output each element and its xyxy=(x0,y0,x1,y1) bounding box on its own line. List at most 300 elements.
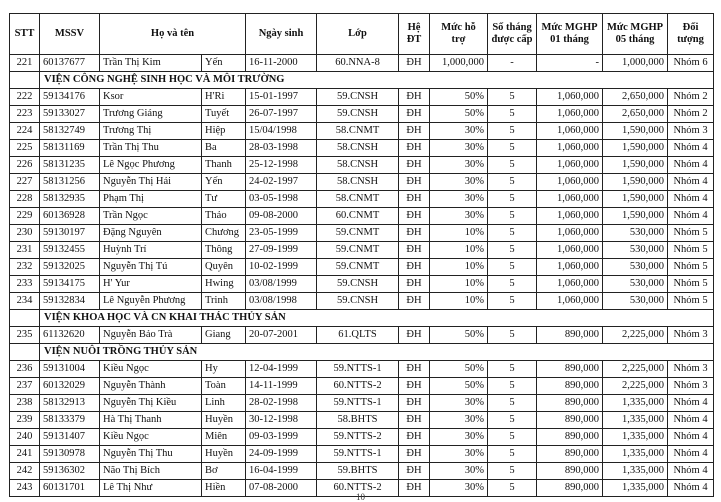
cell-dob: 03/08/1999 xyxy=(246,276,317,293)
cell-months: 5 xyxy=(488,446,537,463)
cell-mssv: 59133027 xyxy=(40,106,100,123)
cell-dob: 24-02-1997 xyxy=(246,174,317,191)
cell-given-name: Thảo xyxy=(202,208,246,225)
cell-stt: 240 xyxy=(10,429,40,446)
cell-mghp-5: 1,335,000 xyxy=(603,480,668,497)
header-stt: STT xyxy=(10,14,40,55)
cell-surname: Trần Thị Kim xyxy=(100,55,202,72)
cell-stt: 223 xyxy=(10,106,40,123)
cell-mghp-1: 1,060,000 xyxy=(537,140,603,157)
cell-months: - xyxy=(488,55,537,72)
cell-surname: H' Yur xyxy=(100,276,202,293)
section-spacer xyxy=(10,344,40,361)
cell-surname: Đặng Nguyên xyxy=(100,225,202,242)
cell-dob: 09-08-2000 xyxy=(246,208,317,225)
header-class: Lớp xyxy=(317,14,399,55)
cell-months: 5 xyxy=(488,157,537,174)
cell-class: 59.CNMT xyxy=(317,225,399,242)
cell-class: 59.CNSH xyxy=(317,89,399,106)
cell-stt: 227 xyxy=(10,174,40,191)
cell-program: ĐH xyxy=(399,327,430,344)
cell-surname: Ksor xyxy=(100,89,202,106)
table-row xyxy=(10,106,714,123)
cell-group: Nhóm 5 xyxy=(668,276,714,293)
cell-given-name: Yến xyxy=(202,55,246,72)
cell-mghp-5: 1,590,000 xyxy=(603,174,668,191)
cell-support: 10% xyxy=(430,225,488,242)
cell-support: 10% xyxy=(430,242,488,259)
cell-dob: 25-12-1998 xyxy=(246,157,317,174)
table-row xyxy=(10,395,714,412)
cell-dob: 23-05-1999 xyxy=(246,225,317,242)
cell-program: ĐH xyxy=(399,55,430,72)
section-header-row xyxy=(10,344,714,361)
table-row xyxy=(10,259,714,276)
cell-mssv: 58132935 xyxy=(40,191,100,208)
cell-mssv: 59130197 xyxy=(40,225,100,242)
table-row xyxy=(10,361,714,378)
cell-program: ĐH xyxy=(399,123,430,140)
cell-surname: Nguyễn Thị Thu xyxy=(100,446,202,463)
cell-mghp-5: 1,335,000 xyxy=(603,446,668,463)
cell-mghp-1: 1,060,000 xyxy=(537,276,603,293)
cell-stt: 238 xyxy=(10,395,40,412)
cell-stt: 225 xyxy=(10,140,40,157)
cell-months: 5 xyxy=(488,106,537,123)
cell-given-name: Tư xyxy=(202,191,246,208)
cell-support: 50% xyxy=(430,106,488,123)
cell-class: 59.NTTS-1 xyxy=(317,361,399,378)
header-mghp-1: Mức MGHP 01 tháng xyxy=(537,14,603,55)
cell-dob: 03-05-1998 xyxy=(246,191,317,208)
section-spacer xyxy=(10,72,40,89)
table-row xyxy=(10,327,714,344)
cell-stt: 236 xyxy=(10,361,40,378)
cell-months: 5 xyxy=(488,395,537,412)
cell-group: Nhóm 5 xyxy=(668,225,714,242)
cell-support: 30% xyxy=(430,208,488,225)
cell-mssv: 59130978 xyxy=(40,446,100,463)
cell-support: 30% xyxy=(430,429,488,446)
header-support: Mức hỗ trợ xyxy=(430,14,488,55)
cell-months: 5 xyxy=(488,361,537,378)
cell-group: Nhóm 3 xyxy=(668,378,714,395)
cell-class: 59.NTTS-1 xyxy=(317,395,399,412)
cell-surname: Nguyễn Bảo Trà xyxy=(100,327,202,344)
cell-class: 59.CNSH xyxy=(317,276,399,293)
table-row xyxy=(10,429,714,446)
cell-group: Nhóm 5 xyxy=(668,259,714,276)
cell-surname: Lê Nguyễn Phương xyxy=(100,293,202,310)
section-header-row xyxy=(10,310,714,327)
cell-mssv: 58131235 xyxy=(40,157,100,174)
cell-mghp-5: 530,000 xyxy=(603,293,668,310)
cell-mghp-1: 1,060,000 xyxy=(537,106,603,123)
cell-stt: 241 xyxy=(10,446,40,463)
table-row xyxy=(10,174,714,191)
cell-months: 5 xyxy=(488,174,537,191)
cell-mssv: 58132749 xyxy=(40,123,100,140)
cell-mssv: 59134176 xyxy=(40,89,100,106)
cell-class: 59.BHTS xyxy=(317,463,399,480)
cell-class: 58.CNSH xyxy=(317,174,399,191)
cell-program: ĐH xyxy=(399,106,430,123)
cell-support: 30% xyxy=(430,480,488,497)
cell-months: 5 xyxy=(488,140,537,157)
header-group: Đối tượng xyxy=(668,14,714,55)
table-row xyxy=(10,446,714,463)
section-title: VIỆN KHOA HỌC VÀ CN KHAI THÁC THỦY SẢN xyxy=(40,310,714,327)
cell-surname: Phạm Thị xyxy=(100,191,202,208)
cell-group: Nhóm 4 xyxy=(668,446,714,463)
cell-stt: 221 xyxy=(10,55,40,72)
cell-mghp-5: 1,590,000 xyxy=(603,208,668,225)
cell-stt: 226 xyxy=(10,157,40,174)
cell-given-name: Thông xyxy=(202,242,246,259)
cell-mssv: 59132025 xyxy=(40,259,100,276)
cell-surname: Trần Ngọc xyxy=(100,208,202,225)
student-table xyxy=(9,13,714,497)
cell-class: 60.NTTS-2 xyxy=(317,480,399,497)
cell-given-name: Hiệp xyxy=(202,123,246,140)
cell-mssv: 60136928 xyxy=(40,208,100,225)
cell-dob: 14-11-1999 xyxy=(246,378,317,395)
cell-dob: 07-08-2000 xyxy=(246,480,317,497)
cell-support: 30% xyxy=(430,463,488,480)
section-header-row xyxy=(10,72,714,89)
cell-mghp-1: 1,060,000 xyxy=(537,123,603,140)
cell-mghp-1: 890,000 xyxy=(537,361,603,378)
cell-months: 5 xyxy=(488,259,537,276)
cell-program: ĐH xyxy=(399,463,430,480)
cell-mssv: 59132834 xyxy=(40,293,100,310)
page-number: 10 xyxy=(356,492,365,502)
cell-mssv: 59132455 xyxy=(40,242,100,259)
header-mghp-5: Mức MGHP 05 tháng xyxy=(603,14,668,55)
cell-mghp-1: 890,000 xyxy=(537,429,603,446)
cell-group: Nhóm 4 xyxy=(668,140,714,157)
cell-support: 30% xyxy=(430,191,488,208)
cell-support: 50% xyxy=(430,327,488,344)
cell-mghp-1: 1,060,000 xyxy=(537,259,603,276)
cell-months: 5 xyxy=(488,429,537,446)
cell-class: 58.CNSH xyxy=(317,157,399,174)
table-row xyxy=(10,123,714,140)
header-months: Số tháng được cấp xyxy=(488,14,537,55)
cell-program: ĐH xyxy=(399,89,430,106)
cell-program: ĐH xyxy=(399,395,430,412)
cell-class: 60.CNMT xyxy=(317,208,399,225)
cell-program: ĐH xyxy=(399,174,430,191)
cell-program: ĐH xyxy=(399,276,430,293)
cell-surname: Lê Thị Như xyxy=(100,480,202,497)
cell-dob: 26-07-1997 xyxy=(246,106,317,123)
cell-mghp-1: 890,000 xyxy=(537,463,603,480)
cell-mghp-5: 1,590,000 xyxy=(603,191,668,208)
cell-months: 5 xyxy=(488,123,537,140)
cell-stt: 235 xyxy=(10,327,40,344)
cell-group: Nhóm 4 xyxy=(668,429,714,446)
cell-dob: 15-01-1997 xyxy=(246,89,317,106)
cell-months: 5 xyxy=(488,191,537,208)
cell-surname: Kiều Ngọc xyxy=(100,429,202,446)
cell-mssv: 58131256 xyxy=(40,174,100,191)
cell-class: 60.NNA-8 xyxy=(317,55,399,72)
cell-class: 58.CNSH xyxy=(317,140,399,157)
table-row xyxy=(10,412,714,429)
cell-group: Nhóm 4 xyxy=(668,174,714,191)
cell-given-name: Yến xyxy=(202,174,246,191)
cell-months: 5 xyxy=(488,208,537,225)
cell-mghp-5: 530,000 xyxy=(603,276,668,293)
cell-surname: Huỳnh Trí xyxy=(100,242,202,259)
cell-months: 5 xyxy=(488,89,537,106)
cell-program: ĐH xyxy=(399,429,430,446)
header-name: Họ và tên xyxy=(100,14,246,55)
cell-mghp-5: 2,225,000 xyxy=(603,378,668,395)
cell-dob: 28-02-1998 xyxy=(246,395,317,412)
cell-surname: Kiều Ngọc xyxy=(100,361,202,378)
cell-program: ĐH xyxy=(399,293,430,310)
cell-group: Nhóm 4 xyxy=(668,463,714,480)
cell-given-name: Huyền xyxy=(202,446,246,463)
cell-mssv: 59136302 xyxy=(40,463,100,480)
cell-given-name: Hy xyxy=(202,361,246,378)
cell-mghp-5: 2,225,000 xyxy=(603,327,668,344)
cell-dob: 24-09-1999 xyxy=(246,446,317,463)
cell-program: ĐH xyxy=(399,191,430,208)
table-row xyxy=(10,225,714,242)
cell-stt: 233 xyxy=(10,276,40,293)
cell-class: 60.NTTS-2 xyxy=(317,378,399,395)
cell-given-name: Huyền xyxy=(202,412,246,429)
cell-mghp-1: 1,060,000 xyxy=(537,225,603,242)
table-row xyxy=(10,191,714,208)
cell-mghp-1: 1,060,000 xyxy=(537,191,603,208)
cell-given-name: Ba xyxy=(202,140,246,157)
cell-support: 30% xyxy=(430,395,488,412)
cell-given-name: Hiền xyxy=(202,480,246,497)
cell-months: 5 xyxy=(488,412,537,429)
cell-group: Nhóm 5 xyxy=(668,293,714,310)
cell-mghp-1: 890,000 xyxy=(537,446,603,463)
cell-mghp-1: 1,060,000 xyxy=(537,242,603,259)
cell-class: 59.CNSH xyxy=(317,293,399,310)
cell-support: 10% xyxy=(430,259,488,276)
cell-given-name: Hwing xyxy=(202,276,246,293)
cell-surname: Não Thị Bích xyxy=(100,463,202,480)
cell-support: 50% xyxy=(430,89,488,106)
table-row xyxy=(10,378,714,395)
cell-mghp-5: 1,000,000 xyxy=(603,55,668,72)
cell-mghp-5: 1,335,000 xyxy=(603,463,668,480)
cell-class: 58.CNMT xyxy=(317,191,399,208)
header-row xyxy=(10,14,714,55)
cell-given-name: Chương xyxy=(202,225,246,242)
cell-class: 58.CNMT xyxy=(317,123,399,140)
cell-group: Nhóm 6 xyxy=(668,55,714,72)
header-mssv: MSSV xyxy=(40,14,100,55)
section-spacer xyxy=(10,310,40,327)
cell-support: 30% xyxy=(430,412,488,429)
cell-mssv: 60137677 xyxy=(40,55,100,72)
cell-class: 58.BHTS xyxy=(317,412,399,429)
cell-group: Nhóm 2 xyxy=(668,89,714,106)
cell-stt: 242 xyxy=(10,463,40,480)
cell-mghp-1: 890,000 xyxy=(537,412,603,429)
cell-stt: 234 xyxy=(10,293,40,310)
table-row xyxy=(10,55,714,72)
cell-dob: 10-02-1999 xyxy=(246,259,317,276)
cell-surname: Hà Thị Thanh xyxy=(100,412,202,429)
cell-mssv: 60132029 xyxy=(40,378,100,395)
cell-surname: Nguyễn Thị Hải xyxy=(100,174,202,191)
cell-support: 30% xyxy=(430,123,488,140)
cell-dob: 12-04-1999 xyxy=(246,361,317,378)
cell-support: 30% xyxy=(430,140,488,157)
cell-mssv: 59131004 xyxy=(40,361,100,378)
cell-given-name: Quyên xyxy=(202,259,246,276)
cell-given-name: Miên xyxy=(202,429,246,446)
cell-dob: 16-04-1999 xyxy=(246,463,317,480)
cell-surname: Trương Thị xyxy=(100,123,202,140)
cell-mssv: 59131407 xyxy=(40,429,100,446)
cell-months: 5 xyxy=(488,242,537,259)
cell-mghp-5: 2,225,000 xyxy=(603,361,668,378)
document-page xyxy=(9,13,713,497)
cell-stt: 230 xyxy=(10,225,40,242)
cell-given-name: Thanh xyxy=(202,157,246,174)
cell-group: Nhóm 4 xyxy=(668,191,714,208)
cell-mssv: 58133379 xyxy=(40,412,100,429)
cell-mghp-5: 2,650,000 xyxy=(603,106,668,123)
cell-mghp-5: 1,335,000 xyxy=(603,395,668,412)
cell-class: 59.CNMT xyxy=(317,242,399,259)
cell-class: 61.QLTS xyxy=(317,327,399,344)
cell-dob: 16-11-2000 xyxy=(246,55,317,72)
cell-program: ĐH xyxy=(399,208,430,225)
cell-support: 30% xyxy=(430,174,488,191)
cell-months: 5 xyxy=(488,327,537,344)
cell-program: ĐH xyxy=(399,259,430,276)
cell-dob: 03/08/1998 xyxy=(246,293,317,310)
cell-mghp-5: 1,335,000 xyxy=(603,412,668,429)
cell-given-name: Bơ xyxy=(202,463,246,480)
cell-surname: Lê Ngọc Phương xyxy=(100,157,202,174)
cell-mghp-1: 1,060,000 xyxy=(537,293,603,310)
cell-support: 50% xyxy=(430,361,488,378)
cell-given-name: Giang xyxy=(202,327,246,344)
cell-mghp-5: 530,000 xyxy=(603,259,668,276)
table-row xyxy=(10,463,714,480)
cell-class: 59.CNSH xyxy=(317,106,399,123)
cell-months: 5 xyxy=(488,293,537,310)
cell-mghp-5: 1,335,000 xyxy=(603,429,668,446)
header-dob: Ngày sinh xyxy=(246,14,317,55)
cell-surname: Nguyễn Thị Kiều xyxy=(100,395,202,412)
cell-support: 30% xyxy=(430,446,488,463)
table-row xyxy=(10,276,714,293)
cell-group: Nhóm 3 xyxy=(668,361,714,378)
cell-mghp-1: 1,060,000 xyxy=(537,174,603,191)
cell-stt: 231 xyxy=(10,242,40,259)
cell-class: 59.CNMT xyxy=(317,259,399,276)
cell-surname: Nguyễn Thị Tú xyxy=(100,259,202,276)
cell-mghp-5: 2,650,000 xyxy=(603,89,668,106)
cell-mghp-1: 890,000 xyxy=(537,327,603,344)
cell-dob: 28-03-1998 xyxy=(246,140,317,157)
cell-program: ĐH xyxy=(399,378,430,395)
cell-mghp-1: 1,060,000 xyxy=(537,89,603,106)
cell-mghp-1: 1,060,000 xyxy=(537,208,603,225)
cell-given-name: Linh xyxy=(202,395,246,412)
cell-given-name: Toàn xyxy=(202,378,246,395)
cell-surname: Trần Thị Thu xyxy=(100,140,202,157)
table-row xyxy=(10,157,714,174)
cell-mghp-1: - xyxy=(537,55,603,72)
table-body xyxy=(10,55,714,497)
cell-program: ĐH xyxy=(399,157,430,174)
cell-months: 5 xyxy=(488,463,537,480)
cell-support: 1,000,000 xyxy=(430,55,488,72)
cell-group: Nhóm 4 xyxy=(668,395,714,412)
cell-months: 5 xyxy=(488,225,537,242)
section-title: VIỆN CÔNG NGHỆ SINH HỌC VÀ MÔI TRƯỜNG xyxy=(40,72,714,89)
cell-program: ĐH xyxy=(399,361,430,378)
section-title: VIỆN NUÔI TRỒNG THỦY SẢN xyxy=(40,344,714,361)
cell-given-name: H'Ri xyxy=(202,89,246,106)
table-row xyxy=(10,293,714,310)
cell-months: 5 xyxy=(488,378,537,395)
cell-stt: 224 xyxy=(10,123,40,140)
cell-mghp-1: 890,000 xyxy=(537,395,603,412)
cell-stt: 239 xyxy=(10,412,40,429)
cell-group: Nhóm 3 xyxy=(668,327,714,344)
cell-dob: 27-09-1999 xyxy=(246,242,317,259)
cell-group: Nhóm 2 xyxy=(668,106,714,123)
cell-stt: 237 xyxy=(10,378,40,395)
cell-mghp-5: 1,590,000 xyxy=(603,123,668,140)
cell-mghp-5: 1,590,000 xyxy=(603,140,668,157)
cell-program: ĐH xyxy=(399,225,430,242)
cell-support: 50% xyxy=(430,378,488,395)
cell-group: Nhóm 5 xyxy=(668,242,714,259)
cell-support: 30% xyxy=(430,157,488,174)
cell-class: 59.NTTS-2 xyxy=(317,429,399,446)
cell-dob: 15/04/1998 xyxy=(246,123,317,140)
cell-mghp-1: 890,000 xyxy=(537,378,603,395)
cell-stt: 222 xyxy=(10,89,40,106)
cell-group: Nhóm 4 xyxy=(668,412,714,429)
cell-class: 59.NTTS-1 xyxy=(317,446,399,463)
cell-mssv: 61132620 xyxy=(40,327,100,344)
cell-mssv: 58132913 xyxy=(40,395,100,412)
cell-given-name: Trinh xyxy=(202,293,246,310)
cell-group: Nhóm 4 xyxy=(668,208,714,225)
cell-program: ĐH xyxy=(399,480,430,497)
cell-stt: 228 xyxy=(10,191,40,208)
cell-group: Nhóm 4 xyxy=(668,157,714,174)
cell-months: 5 xyxy=(488,480,537,497)
cell-mghp-1: 1,060,000 xyxy=(537,157,603,174)
cell-given-name: Tuyết xyxy=(202,106,246,123)
table-row xyxy=(10,242,714,259)
cell-dob: 20-07-2001 xyxy=(246,327,317,344)
cell-stt: 232 xyxy=(10,259,40,276)
table-row xyxy=(10,140,714,157)
cell-program: ĐH xyxy=(399,446,430,463)
cell-mssv: 58131169 xyxy=(40,140,100,157)
